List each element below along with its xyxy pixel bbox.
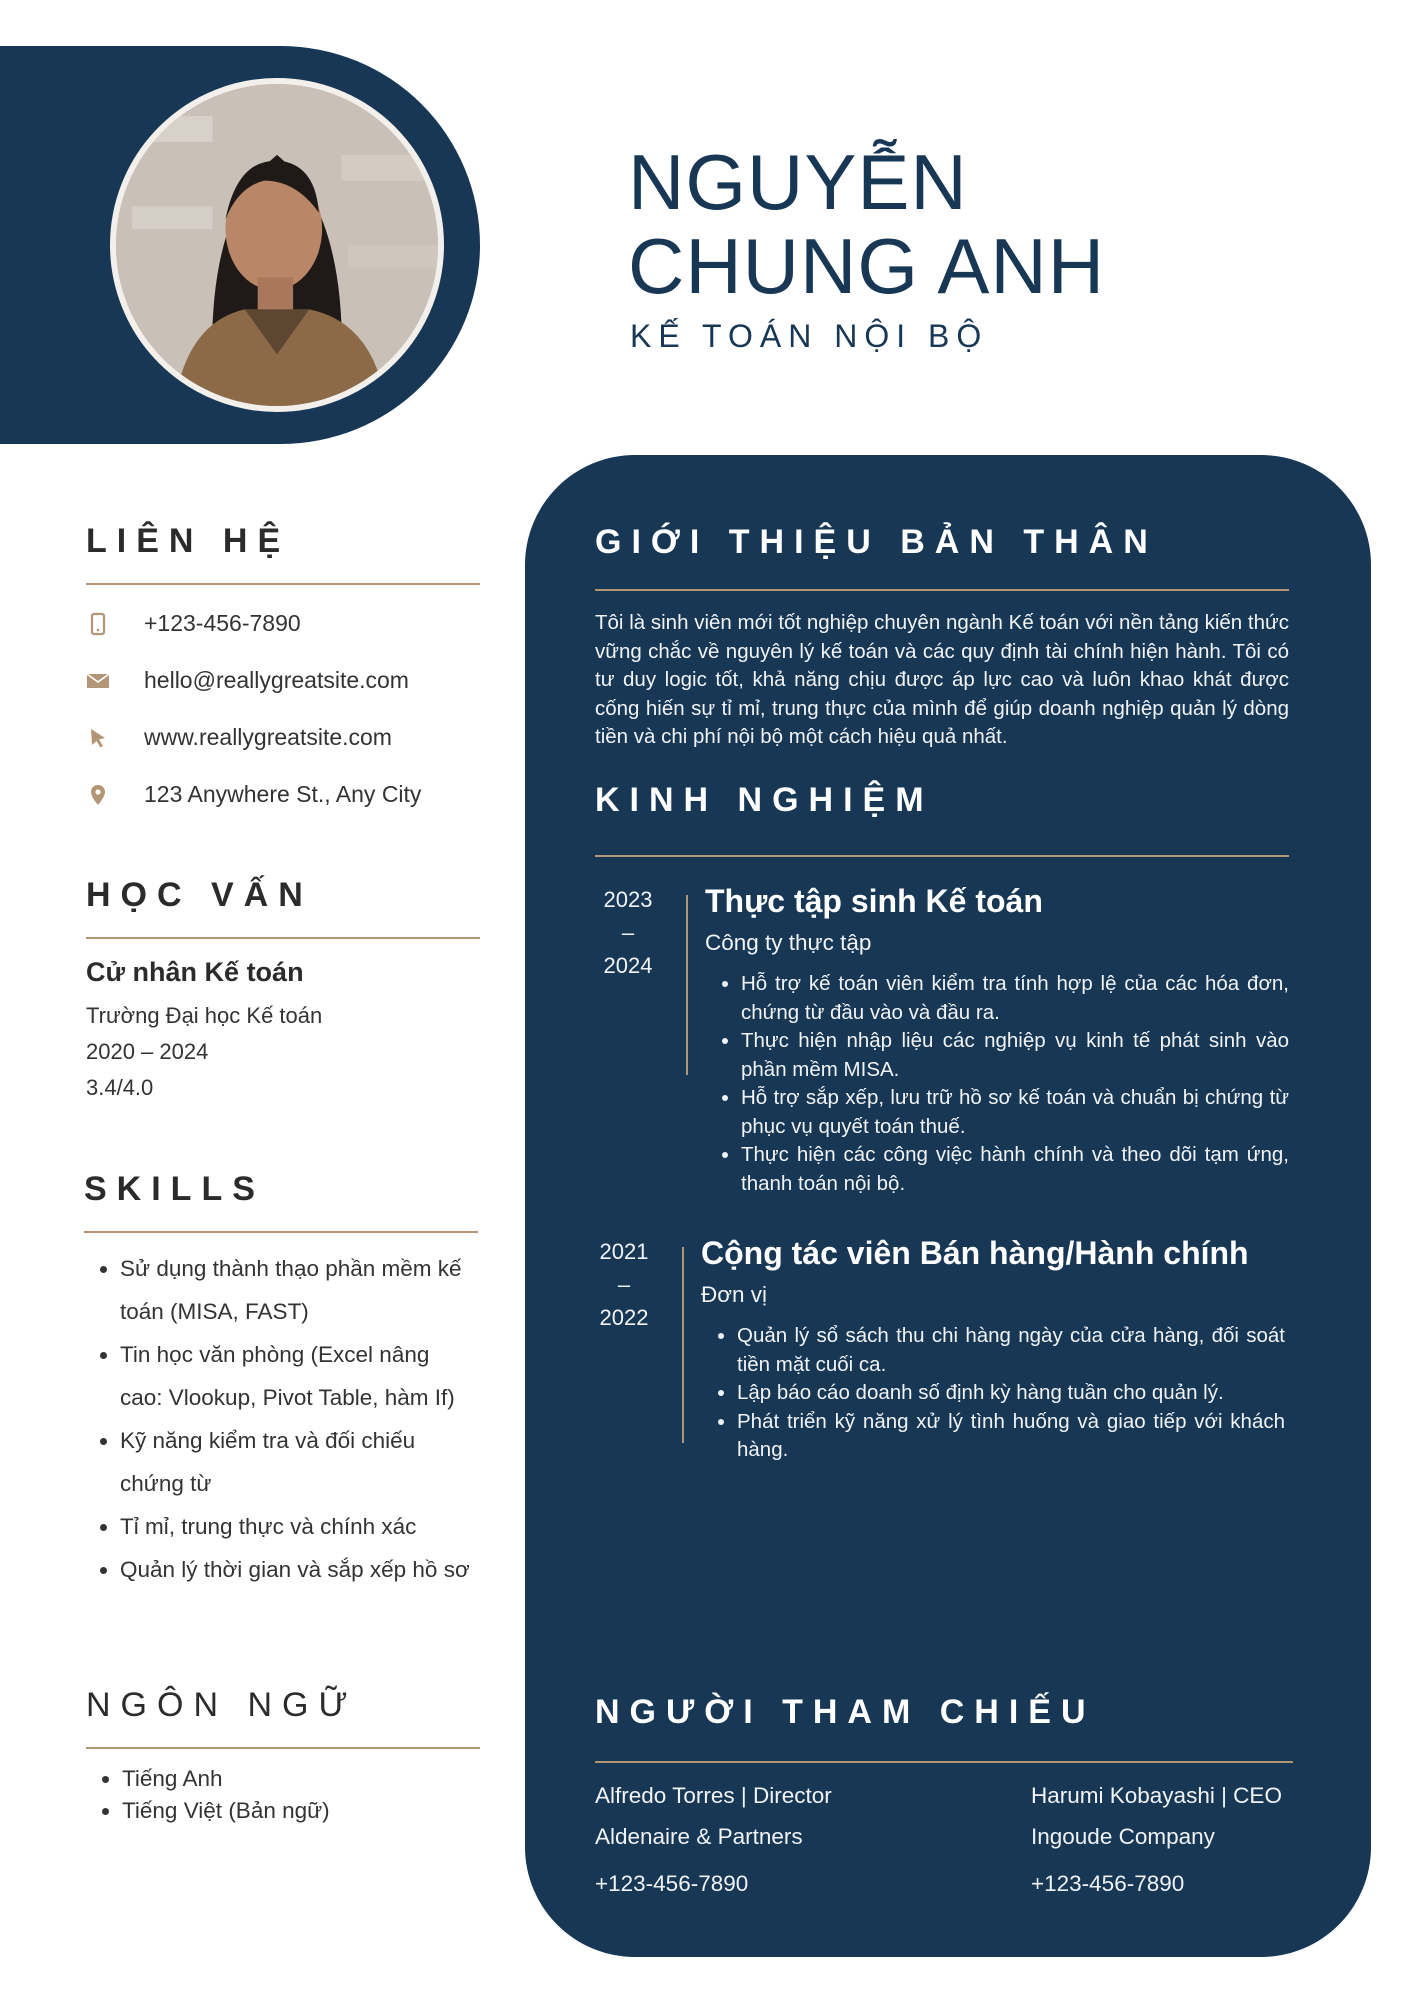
section-divider [595,589,1289,591]
about-text: Tôi là sinh viên mới tốt nghiệp chuyên ngành Kế toán với nền tảng kiến thức vững chắc về nguyên lý kế toán và các quy định tài chính hiện hành. Tôi có tư duy logic tốt, khả năng chịu được áp lực cao và luôn khao khát được cống hiến sự tỉ mỉ, trung thực của mình để giúp doanh nghiệp quản lý dòng tiền và chi phí nội bộ một cách hiệu quả nhất. [595,611,1289,748]
reference-card [1031,1783,1282,1912]
main-panel [525,455,1371,1957]
experience-bullet: • Hỗ trợ sắp xếp, lưu trữ hồ sơ kế toán và chuẩn bị chứng từ phục vụ quyết toán thuế. [741,1084,1289,1141]
name-line-2: CHUNG ANH [628,222,1106,310]
contact-website-text[interactable]: www.reallygreatsite.com [144,724,392,750]
section-divider [86,937,480,939]
experience-item [595,883,1295,1213]
skills-list [84,1247,478,1591]
experience-body [701,1235,1285,1465]
language-item: • Tiếng Anh [122,1763,480,1795]
envelope-icon [86,669,110,693]
job-title: KẾ TOÁN NỘI BỘ [630,318,989,354]
languages-list [86,1763,480,1827]
contact-phone-text: +123-456-7890 [144,610,301,636]
contact-address [86,766,480,823]
experience-bullet: • Lập báo cáo doanh số định kỳ hàng tuần cho quản lý. [737,1379,1285,1408]
experience-item [591,1235,1291,1495]
experience-bullet: • Thực hiện nhập liệu các nghiệp vụ kinh tế phát sinh vào phần mềm MISA. [741,1027,1289,1084]
contact-list [86,595,480,823]
reference-name: Alfredo Torres | Director [595,1783,832,1808]
reference-company: Aldenaire & Partners [595,1824,803,1849]
section-divider [595,1761,1293,1763]
experience-bullet: • Thực hiện các công việc hành chính và theo dõi tạm ứng, thanh toán nội bộ. [741,1141,1289,1198]
section-divider [86,1747,480,1749]
contact-website [86,709,480,766]
timeline-line [686,895,688,1075]
experience-years [591,1235,657,1334]
year-dash: – [617,1272,631,1297]
experience-body [705,883,1289,1198]
candidate-name [628,140,1105,308]
languages-title: NGÔN NGỮ [86,1686,358,1724]
section-divider [86,583,480,585]
education-school: Trường Đại học Kế toán [86,1003,323,1028]
skills-title: SKILLS [84,1170,265,1208]
year-start: 2023 [603,887,653,912]
skill-item: • Tin học văn phòng (Excel nâng cao: Vlookup, Pivot Table, hàm If) [120,1333,478,1419]
education-years: 2020 – 2024 [86,1039,209,1064]
experience-bullets [701,1322,1285,1465]
experience-bullet: • Hỗ trợ kế toán viên kiểm tra tính hợp lệ của các hóa đơn, chứng từ đầu vào và đầu ra. [741,970,1289,1027]
year-end: 2024 [603,953,653,978]
about-title: GIỚI THIỆU BẢN THÂN [595,523,1158,561]
section-divider [84,1231,478,1233]
reference-company: Ingoude Company [1031,1824,1215,1849]
experience-company: Đơn vị [701,1282,768,1307]
experience-years [595,883,661,982]
reference-phone: +123-456-7890 [1031,1871,1185,1896]
contact-email-text[interactable]: hello@reallygreatsite.com [144,667,409,693]
experience-title: KINH NGHIỆM [595,781,934,819]
portrait-illustration [116,84,438,406]
skill-item: • Quản lý thời gian và sắp xếp hồ sơ [120,1548,478,1591]
year-dash: – [621,920,635,945]
skill-item: • Sử dụng thành thạo phần mềm kế toán (MISA, FAST) [120,1247,478,1333]
section-divider [595,855,1289,857]
year-start: 2021 [599,1239,649,1264]
contact-email [86,652,480,709]
reference-phone: +123-456-7890 [595,1871,749,1896]
skill-item: • Kỹ năng kiểm tra và đối chiếu chứng từ [120,1419,478,1505]
experience-title-text: Cộng tác viên Bán hàng/Hành chính [701,1235,1249,1271]
skills-section [84,1170,478,1591]
contact-address-text: 123 Anywhere St., Any City [144,781,422,807]
language-item: • Tiếng Việt (Bản ngữ) [122,1795,480,1827]
education-section [86,876,480,1106]
experience-company: Công ty thực tập [705,930,872,955]
languages-section [86,1686,480,1827]
profile-photo [110,78,444,412]
contact-phone [86,595,480,652]
education-gpa: 3.4/4.0 [86,1075,154,1100]
experience-bullet: • Phát triển kỹ năng xử lý tình huống và giao tiếp với khách hàng. [737,1408,1285,1465]
education-degree: Cử nhân Kế toán [86,957,304,987]
reference-card [595,1783,832,1912]
year-end: 2022 [599,1305,649,1330]
phone-icon [86,612,110,636]
contact-section [86,522,480,823]
timeline-line [682,1247,684,1443]
education-title: HỌC VẤN [86,876,313,914]
name-line-1: NGUYỄN [628,138,968,226]
location-pin-icon [86,783,110,807]
experience-bullets [705,970,1289,1198]
reference-name: Harumi Kobayashi | CEO [1031,1783,1282,1808]
skill-item: • Tỉ mỉ, trung thực và chính xác [120,1505,478,1548]
experience-title-text: Thực tập sinh Kế toán [705,883,1043,919]
references-title: NGƯỜI THAM CHIẾU [595,1693,1096,1731]
contact-title: LIÊN HỆ [86,522,291,560]
experience-bullet: • Quản lý sổ sách thu chi hàng ngày của cửa hàng, đối soát tiền mặt cuối ca. [737,1322,1285,1379]
cursor-icon [86,726,110,750]
